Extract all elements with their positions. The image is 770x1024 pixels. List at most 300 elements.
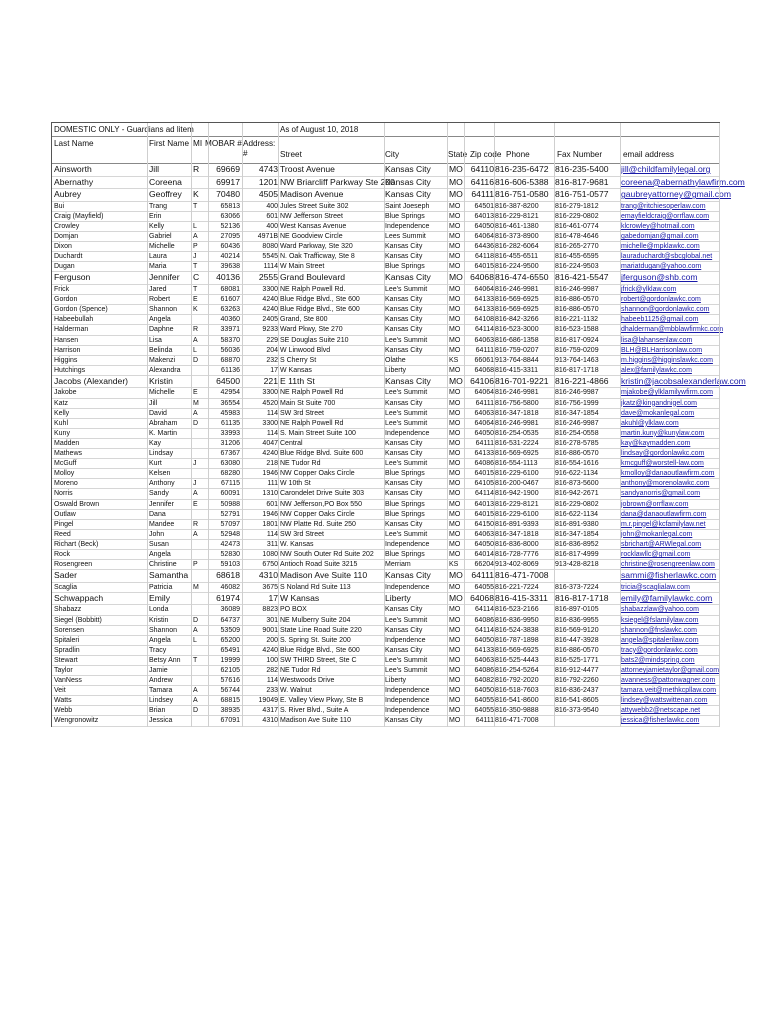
state-cell: MO <box>449 677 461 685</box>
first-name-cell: Jamie <box>149 667 168 674</box>
col-first-name: First Name <box>149 139 190 148</box>
state-cell: MO <box>449 409 461 417</box>
last-name-cell: Oswald Brown <box>54 500 100 508</box>
last-name-cell: Richart (Beck) <box>54 540 99 548</box>
email-link[interactable]: habeeb1125@gmail.com <box>621 316 699 324</box>
phone-cell: 816-756-5800 <box>495 399 539 407</box>
city-cell: Blue Springs <box>385 470 425 478</box>
street-cell: West Kansas Avenue <box>280 222 347 230</box>
mobar-cell: 33993 <box>220 429 240 437</box>
phone-cell: 816-221-7224 <box>495 583 539 591</box>
zip-cell: 64014 <box>474 550 494 558</box>
street-cell: W Linwood Blvd <box>280 346 331 354</box>
city-cell: Blue Springs <box>385 263 425 271</box>
city-cell: Lee's Summit <box>385 286 428 294</box>
state-cell: MO <box>449 263 461 271</box>
fax-cell: 816-373-9540 <box>555 707 599 715</box>
mi-cell: K <box>193 189 199 200</box>
email-link[interactable]: attywebb2@netscape.net <box>621 707 701 715</box>
column-divider <box>494 123 495 727</box>
first-name-cell: Michelle <box>149 389 175 397</box>
column-divider <box>191 123 192 727</box>
fax-cell: 816-554-1616 <box>555 460 599 468</box>
city-cell: Independence <box>385 222 430 230</box>
last-name-cell: Kuny <box>54 429 70 437</box>
state-cell: MO <box>449 189 463 200</box>
fax-cell: 816-817-4999 <box>555 550 599 558</box>
last-name-cell: Harrison <box>54 346 81 354</box>
street-cell: NE Mulberry Suite 204 <box>280 616 351 624</box>
email-link[interactable]: lindsey@wattswittenan.com <box>621 697 708 705</box>
email-link[interactable]: shannon@fnslawkc.com <box>621 626 697 634</box>
col-email: email address <box>623 150 674 159</box>
email-link[interactable]: lisa@lahansenlaw.com <box>621 336 693 344</box>
email-link[interactable]: rocklawllc@gmail.com <box>621 550 691 558</box>
first-name-cell: Shannon <box>149 626 178 634</box>
email-link[interactable]: ksiegel@fslamilylaw.com <box>621 616 699 624</box>
email-link[interactable]: bats2@mindspring.com <box>621 656 695 664</box>
phone-cell: 816-787-1898 <box>495 636 539 644</box>
street-cell: Troost Avenue <box>280 164 335 174</box>
first-name-cell: Susan <box>149 540 169 548</box>
mi-cell: C <box>193 272 200 283</box>
email-link[interactable]: jessica@fisherlawkc.com <box>621 717 700 725</box>
email-link[interactable]: kmcguff@worstell-law.com <box>621 460 704 468</box>
zip-cell: 64063 <box>474 409 494 417</box>
phone-cell: 816-686-1358 <box>495 336 539 344</box>
email-link[interactable]: jfrick@ylklaw.com <box>621 286 677 294</box>
last-name-cell: Scaglia <box>54 583 77 591</box>
email-link[interactable]: akuhl@ylklaw.com <box>621 419 679 427</box>
state-cell: MO <box>449 636 461 644</box>
mobar-cell: 40360 <box>220 316 240 324</box>
street-cell: Jules Street Suite 302 <box>280 202 349 210</box>
column-divider <box>242 123 243 727</box>
col-mi: MI <box>193 139 203 148</box>
state-cell: MO <box>449 164 463 174</box>
mi-cell: J <box>193 480 197 488</box>
first-name-cell: Lindsey <box>149 697 174 705</box>
email-link[interactable]: angela@spitalerilaw.com <box>621 636 699 644</box>
last-name-cell: Ainsworth <box>54 164 92 174</box>
state-cell: MO <box>449 439 461 447</box>
address-number-cell: 1801 <box>262 520 278 528</box>
email-link[interactable]: mariatdugan@yahoo.com <box>621 263 702 271</box>
mobar-cell: 27095 <box>220 233 240 241</box>
fax-cell: 913-428-8218 <box>555 561 599 569</box>
street-cell: Madison Ave Suite 110 <box>280 570 368 581</box>
last-name-cell: Gordon (Spence) <box>54 306 108 314</box>
email-link[interactable]: tamara.veit@methkcpllaw.com <box>621 687 717 695</box>
last-name-cell: Spitaleri <box>54 636 80 644</box>
email-link[interactable]: christine@rosengreenlaw.com <box>621 561 715 569</box>
zip-cell: 64111 <box>471 189 494 200</box>
email-link[interactable]: jobrown@orrflaw.com <box>621 500 689 508</box>
city-cell: Kansas City <box>385 316 423 324</box>
mobar-cell: 65491 <box>220 646 240 654</box>
street-cell: NW Copper Oaks Circle <box>280 510 355 518</box>
address-number-cell: 229 <box>266 336 278 344</box>
city-cell: Kansas City <box>385 306 423 314</box>
last-name-cell: Duchardt <box>54 253 83 261</box>
phone-cell: 816-254-5264 <box>495 667 539 674</box>
phone-cell: 816-554-1113 <box>495 460 538 468</box>
state-cell: MO <box>449 429 461 437</box>
state-cell: MO <box>449 389 461 397</box>
last-name-cell: Katz <box>54 399 69 407</box>
phone-cell: 816-229-8121 <box>495 212 539 220</box>
email-link[interactable]: m.higgins@higginslawkc.com <box>621 356 713 364</box>
state-cell: KS <box>449 356 459 364</box>
street-cell: Westwoods Drive <box>280 677 335 685</box>
email-link[interactable]: shabazzlaw@yahoo.com <box>621 606 699 614</box>
email-link[interactable]: attorneyjamietaylor@gmail.com <box>621 667 720 674</box>
mi-cell: E <box>193 500 198 508</box>
phone-cell: 816-387-8200 <box>495 202 539 210</box>
last-name-cell: Ferguson <box>54 272 91 283</box>
email-link[interactable]: avanness@pattonwagner.com <box>621 677 716 685</box>
first-name-cell: Jared <box>149 286 167 294</box>
address-number-cell: 400 <box>266 222 278 230</box>
last-name-cell: Dixon <box>54 243 72 251</box>
fax-cell: 816-246-9987 <box>555 389 599 397</box>
column-divider <box>278 123 279 727</box>
last-name-cell: Kuhl <box>54 419 69 427</box>
zip-cell: 64050 <box>474 429 494 437</box>
city-cell: Kansas City <box>385 520 423 528</box>
mi-cell: K <box>193 306 198 314</box>
phone-cell: 816-942-1900 <box>495 490 539 498</box>
col-mobar: MOBAR # <box>205 139 242 148</box>
first-name-cell: Shannon <box>149 306 178 314</box>
street-cell: NE Tudor Rd <box>280 460 321 468</box>
mobar-cell: 68081 <box>220 286 240 294</box>
first-name-cell: Jessica <box>149 717 173 725</box>
zip-cell: 64086 <box>474 460 494 468</box>
first-name-cell: Anthony <box>149 480 175 488</box>
zip-cell: 64111 <box>475 346 494 354</box>
city-cell: Kansas City <box>385 375 431 386</box>
street-cell: SE Douglas Suite 210 <box>280 336 349 344</box>
email-link[interactable]: klcrowley@hotmail.com <box>621 222 695 230</box>
phone-cell: 816-541-8600 <box>495 697 539 705</box>
city-cell: Independence <box>385 707 430 715</box>
fax-cell: 816-229-0802 <box>555 212 599 220</box>
address-number-cell: 4240 <box>262 646 278 654</box>
city-cell: Lee's Summit <box>385 656 428 664</box>
mobar-cell: 50988 <box>220 500 240 508</box>
email-link[interactable]: robert@gordonlawkc.com <box>621 296 701 304</box>
city-cell: Lee's Summit <box>385 336 428 344</box>
city-cell: Liberty <box>385 677 407 685</box>
fax-cell: 816-523-1588 <box>555 326 599 334</box>
street-cell: Grand, Ste 800 <box>280 316 328 324</box>
fax-cell: 816-221-1132 <box>555 316 599 324</box>
fax-cell: 816-235-5400 <box>555 164 609 174</box>
first-name-cell: Christine <box>149 561 177 569</box>
city-cell: Blue Springs <box>385 212 425 220</box>
street-cell: NW Platte Rd. Suite 250 <box>280 520 356 528</box>
phone-cell: 816-474-6550 <box>495 272 549 283</box>
mobar-cell: 60436 <box>220 243 240 251</box>
email-link[interactable]: kristin@jacobsalexanderlaw.com <box>621 375 746 386</box>
address-number-cell: 200 <box>266 636 278 644</box>
state-cell: MO <box>449 176 463 187</box>
state-cell: MO <box>449 253 461 261</box>
last-name-cell: Webb <box>54 707 73 715</box>
last-name-cell: Spradlin <box>54 646 80 654</box>
mobar-cell: 62105 <box>220 667 240 674</box>
first-name-cell: Gabriel <box>149 233 172 241</box>
last-name-cell: VanNess <box>54 677 82 685</box>
phone-cell: 816-415-3311 <box>495 366 539 374</box>
address-number-cell: 3300 <box>262 389 278 397</box>
zip-cell: 64064 <box>474 233 494 241</box>
email-link[interactable]: kay@kaymadden.com <box>621 439 691 447</box>
phone-cell: 816-518-7603 <box>495 687 539 695</box>
last-name-cell: Wengronowitz <box>54 717 99 725</box>
fax-cell: 816-886-0570 <box>555 296 599 304</box>
fax-cell: 816-817-1718 <box>555 592 609 603</box>
email-link[interactable]: john@mokanlegal.com <box>621 530 693 538</box>
mobar-cell: 56036 <box>220 346 240 354</box>
col-zip: Zip code <box>470 150 502 159</box>
street-cell: Carondelet Drive Suite 303 <box>280 490 365 498</box>
mi-cell: A <box>193 409 198 417</box>
address-number-cell: 3300 <box>262 419 278 427</box>
fax-cell: 816-461-0774 <box>555 222 599 230</box>
state-cell: MO <box>449 646 461 654</box>
address-number-cell: 218 <box>266 460 278 468</box>
column-divider <box>147 123 148 727</box>
address-number-cell: 17 <box>268 592 278 603</box>
email-link[interactable]: tracy@gordonlawkc.com <box>621 646 698 654</box>
street-cell: W Main Street <box>280 263 325 271</box>
phone-cell: 816-229-6100 <box>495 510 539 518</box>
email-link[interactable]: jill@childfamilylegal.org <box>621 164 711 174</box>
first-name-cell: Londa <box>149 606 169 614</box>
state-cell: MO <box>449 336 461 344</box>
address-number-cell: 282 <box>266 667 278 674</box>
state-cell: MO <box>449 306 461 314</box>
first-name-cell: Maria <box>149 263 167 271</box>
street-cell: Blue Ridge Blvd., Ste 600 <box>280 306 360 314</box>
city-cell: Independence <box>385 540 430 548</box>
col-city: City <box>385 150 400 159</box>
zip-cell: 64050 <box>474 636 494 644</box>
phone-cell: 816-569-6925 <box>495 306 539 314</box>
phone-cell: 816-701-9221 <box>495 375 549 386</box>
address-number-cell: 3675 <box>262 583 278 591</box>
fax-cell: 816-836-2437 <box>555 687 599 695</box>
street-cell: S. River Blvd., Suite A <box>280 707 349 715</box>
mi-cell: R <box>193 520 199 528</box>
phone-cell: 816-524-3838 <box>495 626 539 634</box>
first-name-cell: Angela <box>149 550 171 558</box>
address-number-cell: 4310 <box>262 717 278 725</box>
mi-cell: L <box>193 222 197 230</box>
zip-cell: 64064 <box>474 419 494 427</box>
state-cell: MO <box>449 272 463 283</box>
zip-cell: 64133 <box>474 306 494 314</box>
email-link[interactable]: gabedomjan@gmail.com <box>621 233 699 241</box>
address-number-cell: 114 <box>266 677 278 685</box>
email-link[interactable]: michelle@mpklawkc.com <box>621 243 700 251</box>
email-link[interactable]: dave@mokanlegal.com <box>621 409 695 417</box>
city-cell: Kansas City <box>385 439 423 447</box>
email-link[interactable]: gaubreyattorney@gmail.com <box>621 189 731 200</box>
fax-cell: 816-246-9987 <box>555 419 599 427</box>
email-link[interactable]: martin.kuny@kunylaw.com <box>621 429 705 437</box>
zip-cell: 64111 <box>471 570 494 581</box>
fax-cell: 816-817-0924 <box>555 336 599 344</box>
email-link[interactable]: sandyanorris@gmail.com <box>621 490 701 498</box>
zip-cell: 64116 <box>470 176 494 187</box>
column-divider <box>620 123 621 727</box>
city-cell: Lee's Summit <box>385 616 428 624</box>
state-cell: MO <box>449 233 461 241</box>
email-link[interactable]: sbrichart@ARWlegal.com <box>621 540 702 548</box>
state-cell: MO <box>449 316 461 324</box>
fax-cell: 816-447-3928 <box>555 636 599 644</box>
mi-cell: D <box>193 707 199 715</box>
email-link[interactable]: anthony@morenolawkc.com <box>621 480 710 488</box>
mi-cell: A <box>193 233 198 241</box>
phone-cell: 816-569-6925 <box>495 450 539 458</box>
email-link[interactable]: dana@danaoutlawfirm.com <box>621 510 707 518</box>
email-link[interactable]: mjakobe@ylklamilywfirm.com <box>621 389 713 397</box>
mobar-cell: 60091 <box>220 490 240 498</box>
last-name-cell: Taylor <box>54 667 73 674</box>
column-divider <box>208 123 209 727</box>
phone-cell: 816-842-3266 <box>495 316 539 324</box>
fax-cell: 816-224-9503 <box>555 263 599 271</box>
first-name-cell: Geoffrey <box>149 189 182 200</box>
email-link[interactable]: emayfieldcraig@orrflaw.com <box>621 212 710 220</box>
mi-cell: T <box>193 286 198 294</box>
email-link[interactable]: sammi@fisherlawkc.com <box>621 570 717 581</box>
last-name-cell: McGuff <box>54 460 77 468</box>
mobar-cell: 67115 <box>221 480 240 488</box>
mobar-cell: 53509 <box>220 626 240 634</box>
mi-cell: J <box>193 253 197 261</box>
phone-cell: 816-347-1818 <box>495 530 539 538</box>
last-name-cell: Aubrey <box>54 189 82 200</box>
phone-cell: 816-282-6064 <box>495 243 539 251</box>
mi-cell: D <box>193 419 199 427</box>
street-cell: Main St Suite 700 <box>280 399 336 407</box>
zip-cell: 64064 <box>474 389 494 397</box>
last-name-cell: Gordon <box>54 296 78 304</box>
last-name-cell: Higgins <box>54 356 78 364</box>
phone-cell: 816-569-6925 <box>495 296 539 304</box>
fax-cell: 816-278-5785 <box>555 439 599 447</box>
zip-cell: 64111 <box>475 439 494 447</box>
city-cell: Kansas City <box>385 450 423 458</box>
email-link[interactable]: lauraduchardt@sbcglobal.net <box>621 253 713 261</box>
state-cell: MO <box>449 570 463 581</box>
last-name-cell: Kelly <box>54 409 70 417</box>
mobar-cell: 69669 <box>216 164 240 174</box>
mobar-cell: 59103 <box>220 561 240 569</box>
city-cell: Kansas City <box>385 189 431 200</box>
state-cell: MO <box>449 540 461 548</box>
first-name-cell: Angela <box>149 636 171 644</box>
col-fax: Fax Number <box>557 150 603 159</box>
mi-cell: M <box>193 399 199 407</box>
address-number-cell: 5545 <box>262 253 278 261</box>
phone-cell: 816-200-0467 <box>495 480 539 488</box>
mobar-cell: 68870 <box>220 356 240 364</box>
first-name-cell: Tamara <box>149 687 173 695</box>
phone-cell: 816-229-6100 <box>495 470 539 478</box>
email-link[interactable]: BLH@BLHarrisonlaw.com <box>621 346 703 354</box>
address-number-cell: 114 <box>266 530 278 538</box>
last-name-cell: Shabazz <box>54 606 82 614</box>
first-name-cell: Brian <box>149 707 166 715</box>
address-number-cell: 4743 <box>258 164 278 174</box>
email-link[interactable]: coreena@abernathylawfirm.com <box>621 176 745 187</box>
first-name-cell: Kurt <box>149 460 162 468</box>
email-link[interactable]: jkatz@kingandnigel.com <box>621 399 697 407</box>
address-number-cell: 2555 <box>258 272 278 283</box>
email-link[interactable]: shannon@gordonlawkc.com <box>621 306 710 314</box>
city-cell: Kansas City <box>385 490 423 498</box>
zip-cell: 64050 <box>474 222 494 230</box>
first-name-cell: Kelly <box>149 222 165 230</box>
email-link[interactable]: emily@familylawkc.com <box>621 592 713 603</box>
street-cell: State Line Road Suite 220 <box>280 626 362 634</box>
last-name-cell: Jakobe <box>54 389 77 397</box>
email-link[interactable]: dhalderman@mbblawfirmkc.com <box>621 326 724 334</box>
first-name-cell: Daphne <box>149 326 174 334</box>
city-cell: Kansas City <box>385 164 431 174</box>
address-number-cell: 4310 <box>258 570 278 581</box>
zip-cell: 64110 <box>470 164 494 174</box>
mobar-cell: 39638 <box>220 263 240 271</box>
email-link[interactable]: lindsay@gordonlawkc.com <box>621 450 705 458</box>
email-link[interactable]: alex@familylawkc.com <box>621 366 692 374</box>
mi-cell: A <box>193 626 198 634</box>
street-cell: NE Ralph Powell Rd. <box>280 286 346 294</box>
email-link[interactable]: m.r.pingel@kcfamilylaw.net <box>621 520 706 528</box>
address-number-cell: 6750 <box>262 561 278 569</box>
city-cell: Kansas City <box>385 606 423 614</box>
email-link[interactable]: tricia@scaglialaw.com <box>621 583 690 591</box>
zip-cell: 64111 <box>475 399 494 407</box>
phone-cell: 816-471-7008 <box>495 717 539 725</box>
first-name-cell: Abraham <box>149 419 178 427</box>
first-name-cell: Dana <box>149 510 166 518</box>
last-name-cell: Rosengreen <box>54 561 93 569</box>
last-name-cell: Frick <box>54 286 70 294</box>
fax-cell: 816-891-9380 <box>555 520 599 528</box>
address-number-cell: 4047 <box>262 439 278 447</box>
email-link[interactable]: trang@ritchiesoperlaw.com <box>621 202 706 210</box>
email-link[interactable]: kmolloy@danaoutlawfirm.com <box>621 470 715 478</box>
zip-cell: 64050 <box>474 687 494 695</box>
zip-cell: 64501 <box>474 202 494 210</box>
email-link[interactable]: jferguson@shb.com <box>621 272 698 283</box>
state-cell: MO <box>449 530 461 538</box>
mobar-cell: 57097 <box>220 520 240 528</box>
state-cell: MO <box>449 366 461 374</box>
guardians-table <box>51 122 746 727</box>
fax-cell: 816-886-0570 <box>555 646 599 654</box>
mobar-cell: 65813 <box>220 202 240 210</box>
phone-cell: 816-235-6472 <box>495 164 549 174</box>
fax-cell: 816-622-1134 <box>555 510 599 518</box>
